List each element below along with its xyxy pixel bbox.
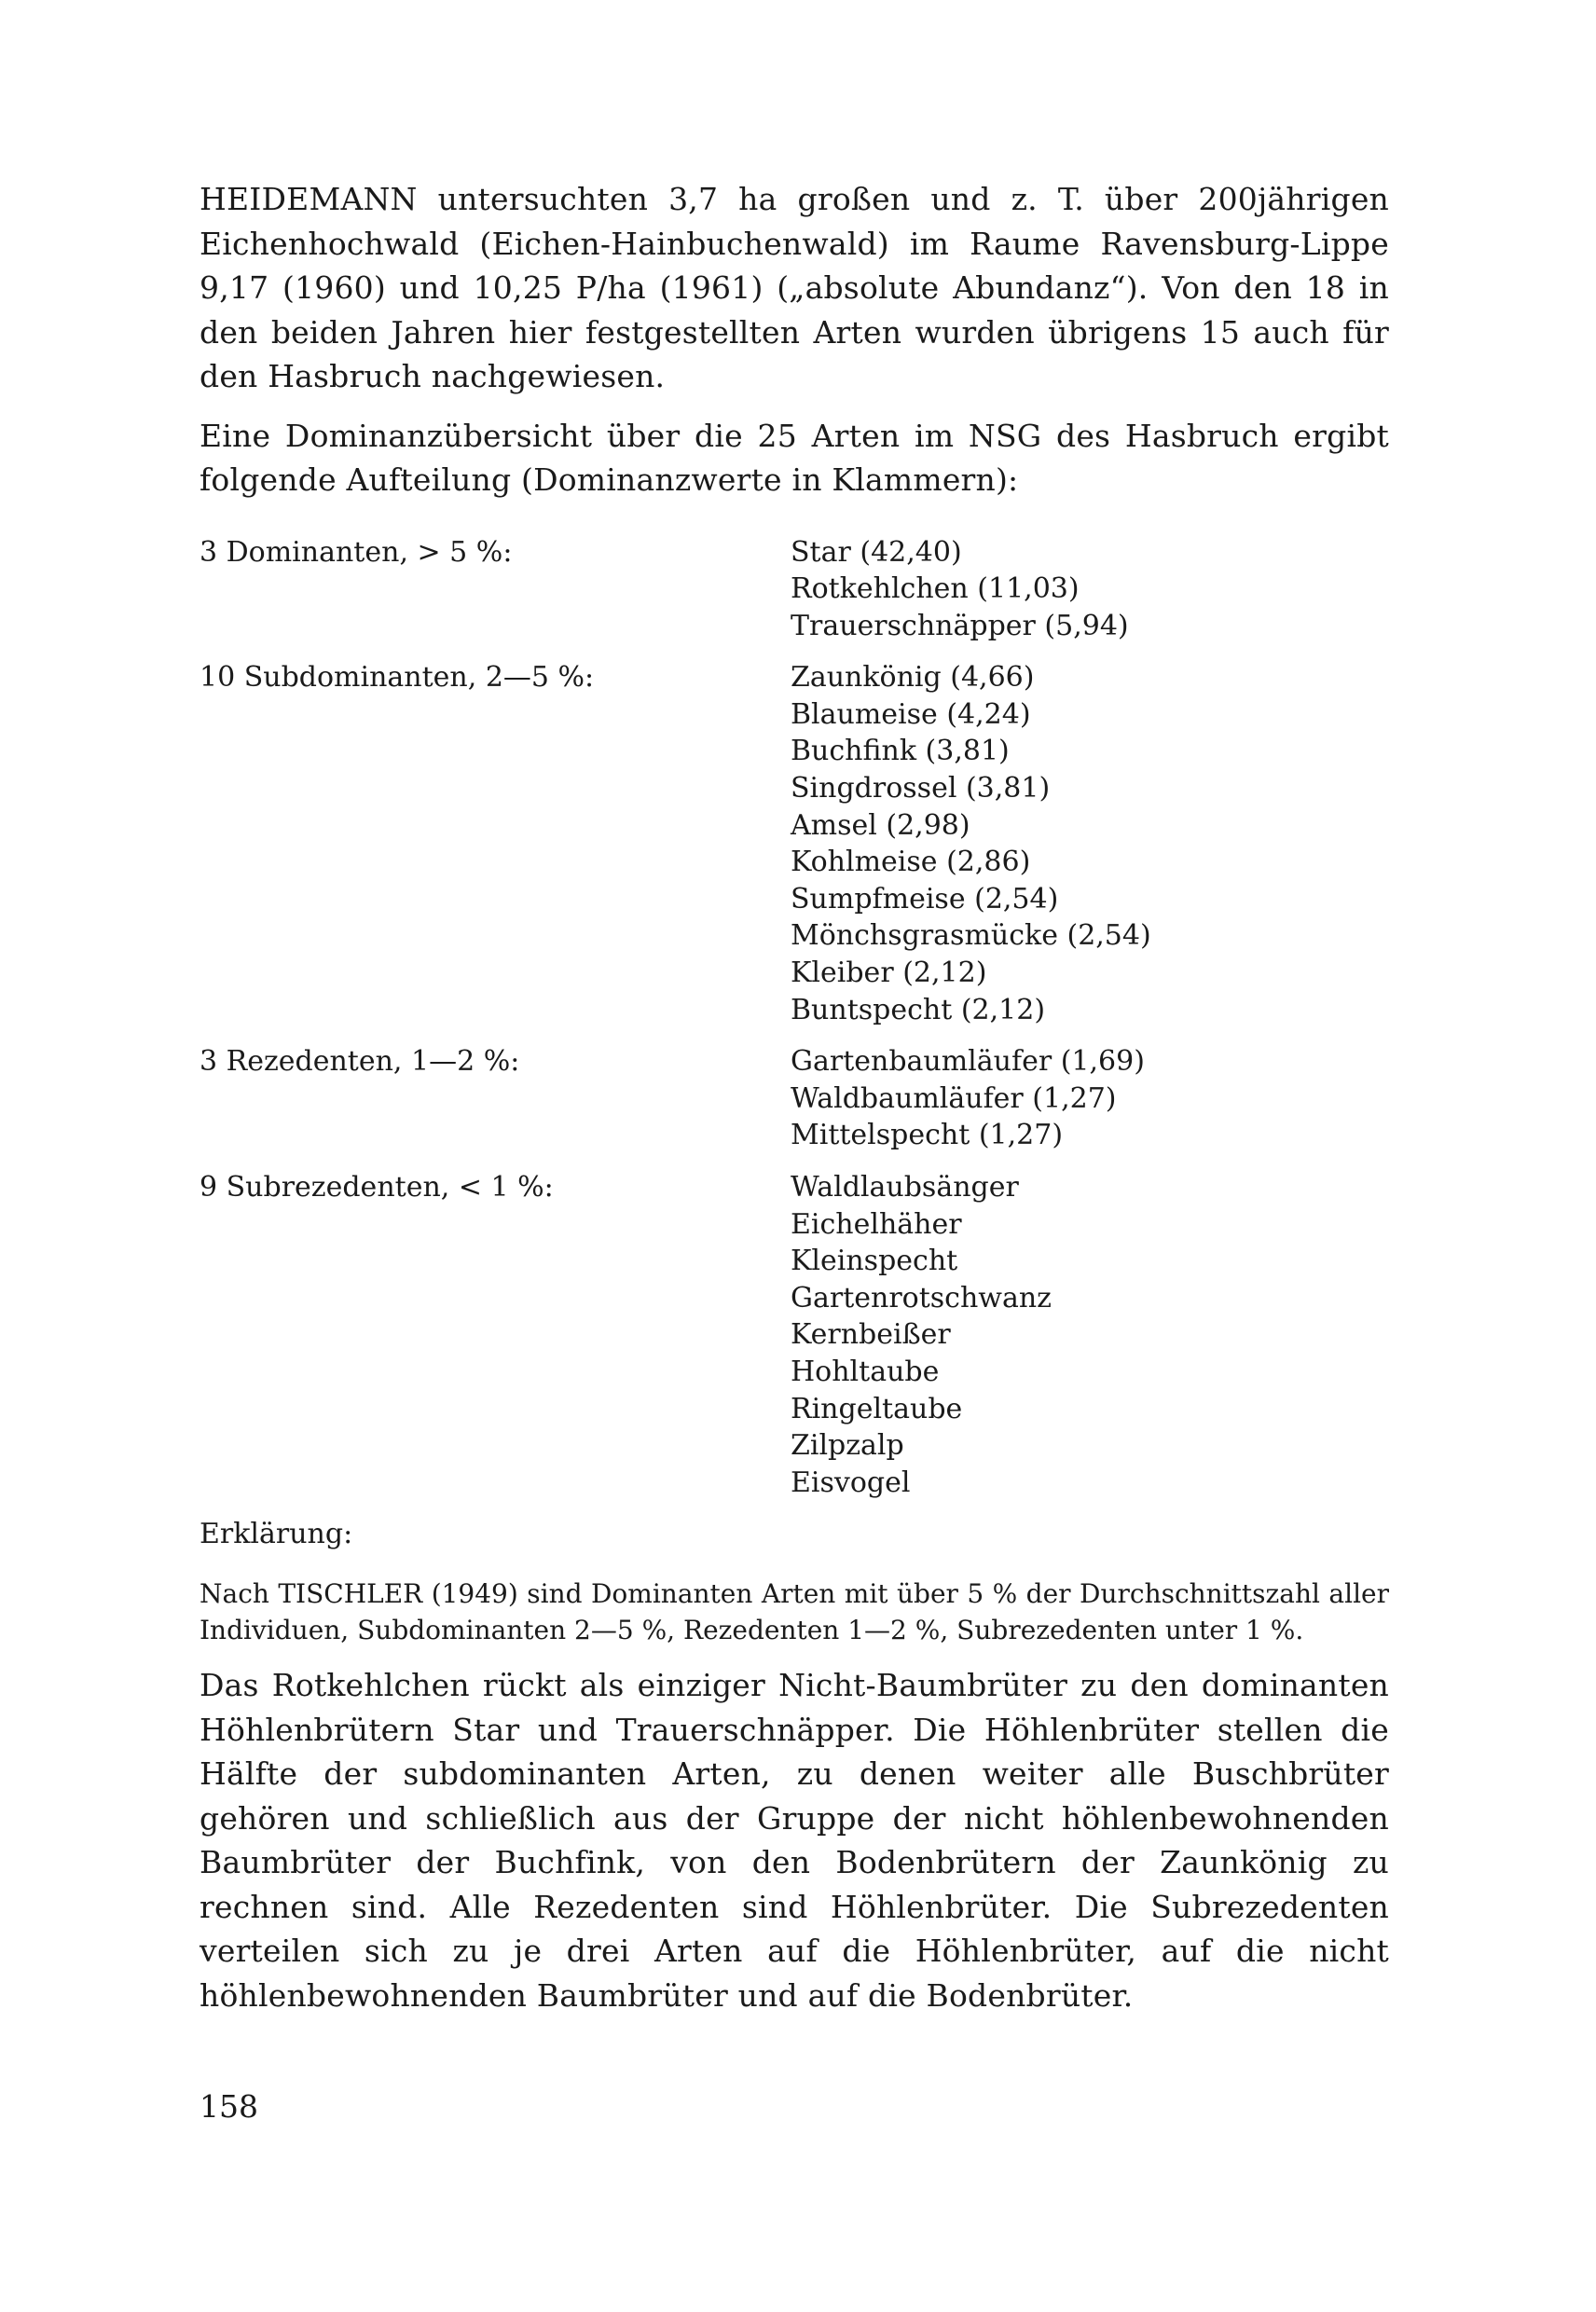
species-item: Waldlaubsänger <box>791 1171 1019 1204</box>
species-item: Zilpzalp <box>791 1429 904 1463</box>
species-item: Hohltaube <box>791 1355 940 1388</box>
dominance-group-subdominants <box>200 659 1389 1028</box>
species-item: Singdrossel (3,81) <box>791 772 1051 805</box>
species-item: Buntspecht (2,12) <box>791 993 1046 1026</box>
page-number: 158 <box>200 2088 258 2125</box>
species-item: Amsel (2,98) <box>791 808 970 842</box>
species-list <box>791 1169 1389 1501</box>
group-label: 10 Subdominanten, 2—5 %: <box>200 661 595 695</box>
paragraph-dominance-intro: Eine Dominanzübersicht über die 25 Arten im NSG des Hasbruch ergibt folgende Aufteilung (Dominanzwerte in Klammern): <box>200 417 1389 498</box>
group-label: 9 Subrezedenten, < 1 %: <box>200 1171 554 1204</box>
species-item: Mittelspecht (1,27) <box>791 1119 1064 1152</box>
dominance-group-dominants <box>200 534 1389 645</box>
species-list <box>791 1043 1389 1154</box>
dominance-group-recedents <box>200 1043 1389 1154</box>
species-item: Blaumeise (4,24) <box>791 697 1031 731</box>
species-item: Kohlmeise (2,86) <box>791 846 1031 879</box>
species-item: Rotkehlchen (11,03) <box>791 572 1080 606</box>
species-list <box>791 659 1389 1028</box>
explanation-text: Nach TISCHLER (1949) sind Dominanten Arten mit über 5 % der Durchschnittszahl aller Individuen, Subdominanten 2—5 %, Rezedenten 1—2 %, Subrezedenten unter 1 %. <box>200 1578 1389 1646</box>
species-item: Kleiber (2,12) <box>791 956 987 990</box>
group-label: 3 Dominanten, > 5 %: <box>200 535 513 569</box>
species-list <box>791 534 1389 645</box>
species-item: Waldbaumläufer (1,27) <box>791 1081 1117 1115</box>
species-item: Mönchsgrasmücke (2,54) <box>791 919 1151 953</box>
paragraph-discussion: Das Rotkehlchen rückt als einziger Nicht-Baumbrüter zu den dominanten Höhlenbrütern Star und Trauerschnäpper. Die Höhlenbrüter stellen die Hälfte der subdominanten Arten, zu denen weiter alle Buschbrüter gehören und schließlich aus der Gruppe der nicht höhlenbewohnenden Baumbrüter der Buchfink, von den Bodenbrütern der Zaunkönig zu rechnen sind. Alle Rezedenten sind Höhlenbrüter. Die Subrezedenten verteilen sich zu je drei Arten auf die Höhlenbrüter, auf die nicht höhlenbewohnenden Baumbrüter und auf die Bodenbrüter. <box>200 1667 1389 2014</box>
species-item: Sumpfmeise (2,54) <box>791 882 1059 915</box>
dominance-group-subrecedents <box>200 1169 1389 1501</box>
species-item: Gartenrotschwanz <box>791 1281 1052 1314</box>
species-item: Eisvogel <box>791 1466 911 1499</box>
group-label: 3 Rezedenten, 1—2 %: <box>200 1045 520 1079</box>
species-item: Zaunkönig (4,66) <box>791 661 1035 695</box>
dominance-list <box>200 534 1389 1502</box>
species-item: Kleinspecht <box>791 1245 958 1278</box>
paragraph-heidemann: HEIDEMANN untersuchten 3,7 ha großen und z. T. über 200jährigen Eichenhochwald (Eichen-Hainbuchenwald) im Raume Ravensburg-Lippe 9,17 (1960) und 10,25 P/ha (1961) („absolute Abundanz“). Von den 18 in den beiden Jahren hier festgestellten Arten wurden übrigens 15 auch für den Hasbruch nachgewiesen. <box>200 181 1389 394</box>
species-item: Trauerschnäpper (5,94) <box>791 609 1129 642</box>
species-item: Star (42,40) <box>791 535 962 569</box>
page-content <box>200 177 1389 2017</box>
species-item: Ringeltaube <box>791 1392 963 1425</box>
species-item: Gartenbaumläufer (1,69) <box>791 1045 1145 1079</box>
species-item: Kernbeißer <box>791 1318 951 1352</box>
species-item: Buchfink (3,81) <box>791 735 1010 768</box>
species-item: Eichelhäher <box>791 1207 962 1241</box>
explanation-heading: Erklärung: <box>200 1518 353 1551</box>
